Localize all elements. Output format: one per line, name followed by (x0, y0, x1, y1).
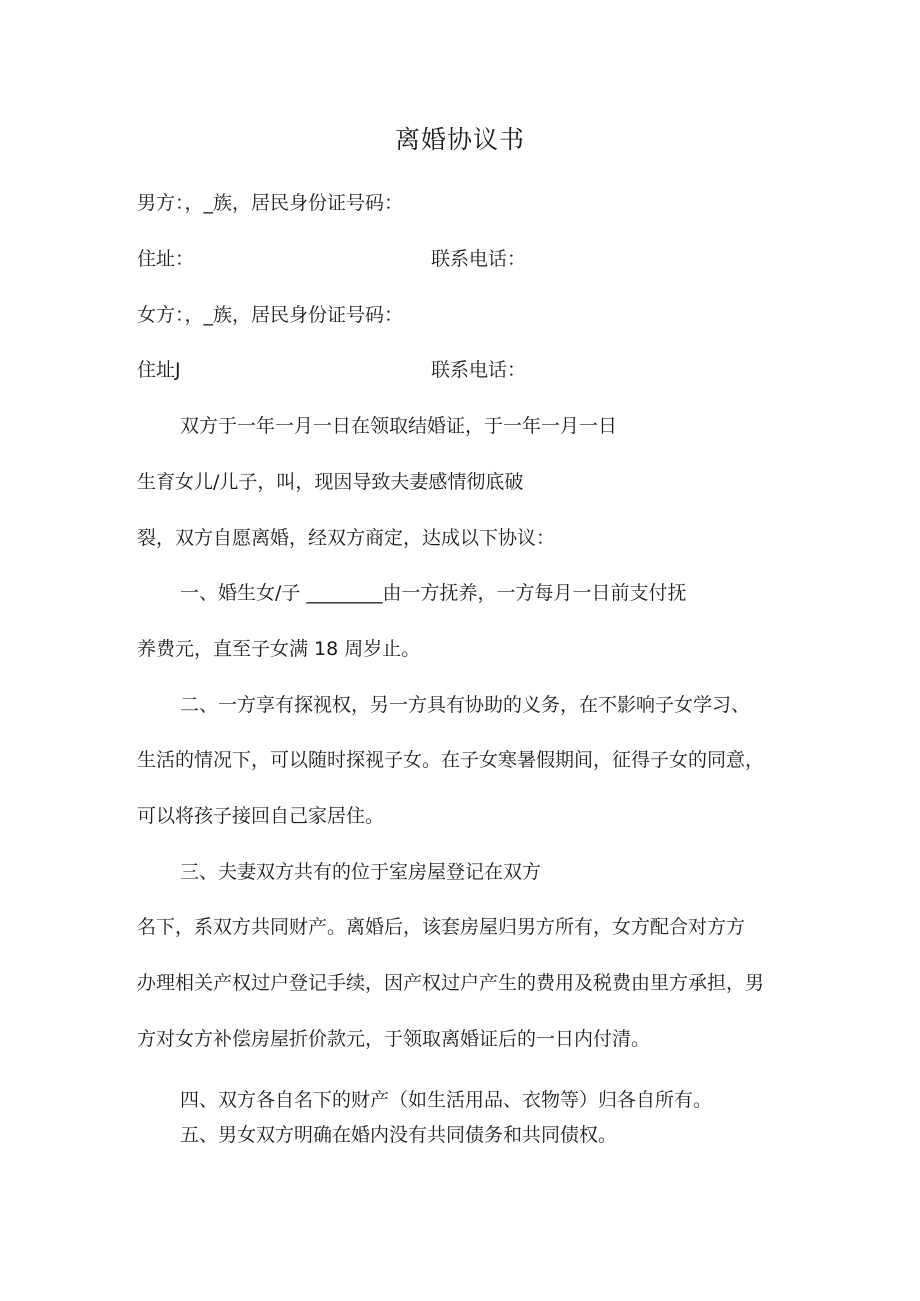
clause1-line-2: 养费元，直至子女满 18 周岁止。 (137, 638, 421, 660)
wife-phone-label: 联系电话： (431, 359, 527, 381)
clause2-line-1: 二、一方享有探视权，另一方具有协助的义务，在不影响子女学习、 (180, 694, 751, 716)
clause2-line-2: 生活的情况下，可以随时探视子女。在子女寒暑假期间，征得子女的同意， (137, 749, 765, 771)
intro-line-2: 生育女儿/儿子，叫，现因导致夫妻感情彻底破 (137, 471, 524, 493)
clause3-line-4: 方对女方补偿房屋折价款元，于领取离婚证后的一日内付清。 (137, 1028, 651, 1050)
clause3-line-3: 办理相关产权过户登记手续，因产权过户产生的费用及税费由里方承担，男 (137, 972, 765, 994)
husband-phone-label: 联系电话： (431, 248, 527, 270)
document-title: 离婚协议书 (394, 125, 525, 154)
wife-info-line: 女方：，_族，居民身份证号码： (137, 304, 404, 326)
clause2-line-3: 可以将孩子接回自己家居住。 (137, 805, 385, 827)
husband-info-line: 男方：，_族，居民身份证号码： (137, 192, 404, 214)
clause5-line: 五、男女双方明确在婚内没有共同债务和共同债权。 (180, 1124, 618, 1146)
intro-line-1: 双方于一年一月一日在领取结婚证，于一年一月一日 (180, 415, 618, 437)
clause3-line-1: 三、夫妻双方共有的位于室房屋登记在双方 (180, 861, 542, 883)
clause1-line-1: 一、婚生女/子 ________由一方抚养，一方每月一日前支付抚 (180, 582, 687, 604)
clause4-line: 四、双方各自名下的财产（如生活用品、衣物等）归各自所有。 (180, 1089, 713, 1111)
intro-line-3: 裂，双方自愿离婚，经双方商定，达成以下协议： (137, 527, 556, 549)
husband-address-label: 住址： (137, 248, 195, 270)
clause3-line-2: 名下，系双方共同财产。离婚后，该套房屋归男方所有，女方配合对方方 (137, 916, 746, 938)
wife-address-label: 住址J (137, 359, 181, 381)
